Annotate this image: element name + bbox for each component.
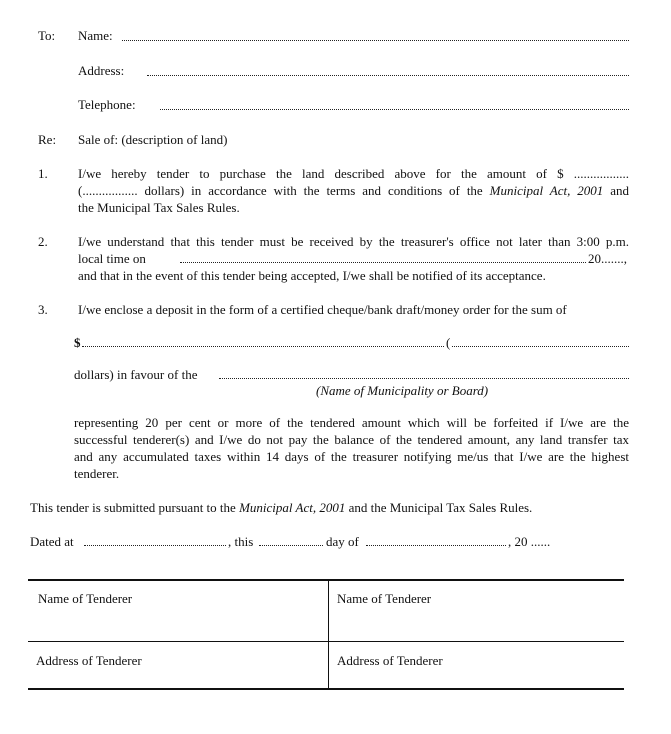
item1-line3: the Municipal Tax Sales Rules.: [78, 200, 240, 215]
item2-line3: and that in the event of this tender being accepted, I/we shall be notified of its acceptance.: [78, 268, 546, 283]
item3-para-line3: and any accumulated taxes within 14 days of the treasurer notifying me/us that I/we are the highest: [74, 449, 629, 464]
act-reference: Municipal Act, 2001: [239, 500, 346, 515]
table-bottom-rule: [28, 688, 624, 690]
table-divider: [328, 580, 329, 690]
item1-line2: [78, 183, 629, 199]
item3-para-line2: successful tenderer(s) and I/we do not pay the balance of the tendered amount, any land transfer tax: [74, 432, 629, 447]
deadline-date-field[interactable]: [180, 262, 586, 263]
to-label: To:: [38, 28, 56, 43]
municipality-field[interactable]: [219, 378, 629, 379]
dollar-sign: $: [74, 335, 81, 350]
year-label: , 20 ......: [508, 534, 551, 549]
tenderer-address-right[interactable]: Address of Tenderer: [337, 653, 443, 668]
submission-statement: [30, 500, 532, 516]
submission-text-end: and the Municipal Tax Sales Rules.: [348, 500, 533, 515]
item3-para-line1: representing 20 per cent or more of the tendered amount which will be forfeited if I/we are the: [74, 415, 629, 430]
day-field[interactable]: [259, 545, 323, 546]
this-label: , this: [228, 534, 254, 549]
open-paren: (: [446, 335, 451, 350]
municipality-caption: (Name of Municipality or Board): [316, 383, 489, 398]
act-reference: Municipal Act, 2001: [489, 183, 604, 198]
address-label: Address:: [78, 63, 125, 78]
day-of-label: day of: [326, 534, 359, 549]
item1-line2-text: (................. dollars) in accordance with the terms and conditions of the: [78, 183, 483, 198]
item2-local-time: local time on: [78, 251, 146, 266]
table-middle-rule: [28, 641, 624, 642]
tenderer-address-left[interactable]: Address of Tenderer: [36, 653, 142, 668]
item2-line1: I/we understand that this tender must be received by the treasurer's office not later than 3:00 p.m.: [78, 234, 629, 249]
tenderer-name-left[interactable]: Name of Tenderer: [38, 591, 133, 606]
table-top-rule: [28, 579, 624, 581]
item1-line2-end: and: [610, 183, 629, 198]
name-field[interactable]: [122, 40, 629, 41]
name-label: Name:: [78, 28, 113, 43]
tenderer-name-right[interactable]: Name of Tenderer: [337, 591, 432, 606]
address-field[interactable]: [147, 75, 629, 76]
item-number: 3.: [38, 302, 48, 317]
item-number: 1.: [38, 166, 48, 181]
in-favour-label: dollars) in favour of the: [74, 367, 198, 382]
item2-year: 20.......,: [588, 251, 627, 266]
item1-line1: I/we hereby tender to purchase the land described above for the amount of $ .................: [78, 166, 629, 181]
item3-line1: I/we enclose a deposit in the form of a certified cheque/bank draft/money order for the sum of: [78, 302, 567, 317]
month-field[interactable]: [366, 545, 506, 546]
deposit-words-field[interactable]: [452, 346, 629, 347]
place-field[interactable]: [84, 545, 226, 546]
submission-text: This tender is submitted pursuant to the: [30, 500, 236, 515]
telephone-field[interactable]: [160, 109, 629, 110]
telephone-label: Telephone:: [78, 97, 136, 112]
dated-at-label: Dated at: [30, 534, 74, 549]
re-label: Re:: [38, 132, 57, 147]
deposit-amount-field[interactable]: [82, 346, 444, 347]
item-number: 2.: [38, 234, 48, 249]
item3-para-line4: tenderer.: [74, 466, 120, 481]
sale-of-label: Sale of: (description of land): [78, 132, 228, 147]
